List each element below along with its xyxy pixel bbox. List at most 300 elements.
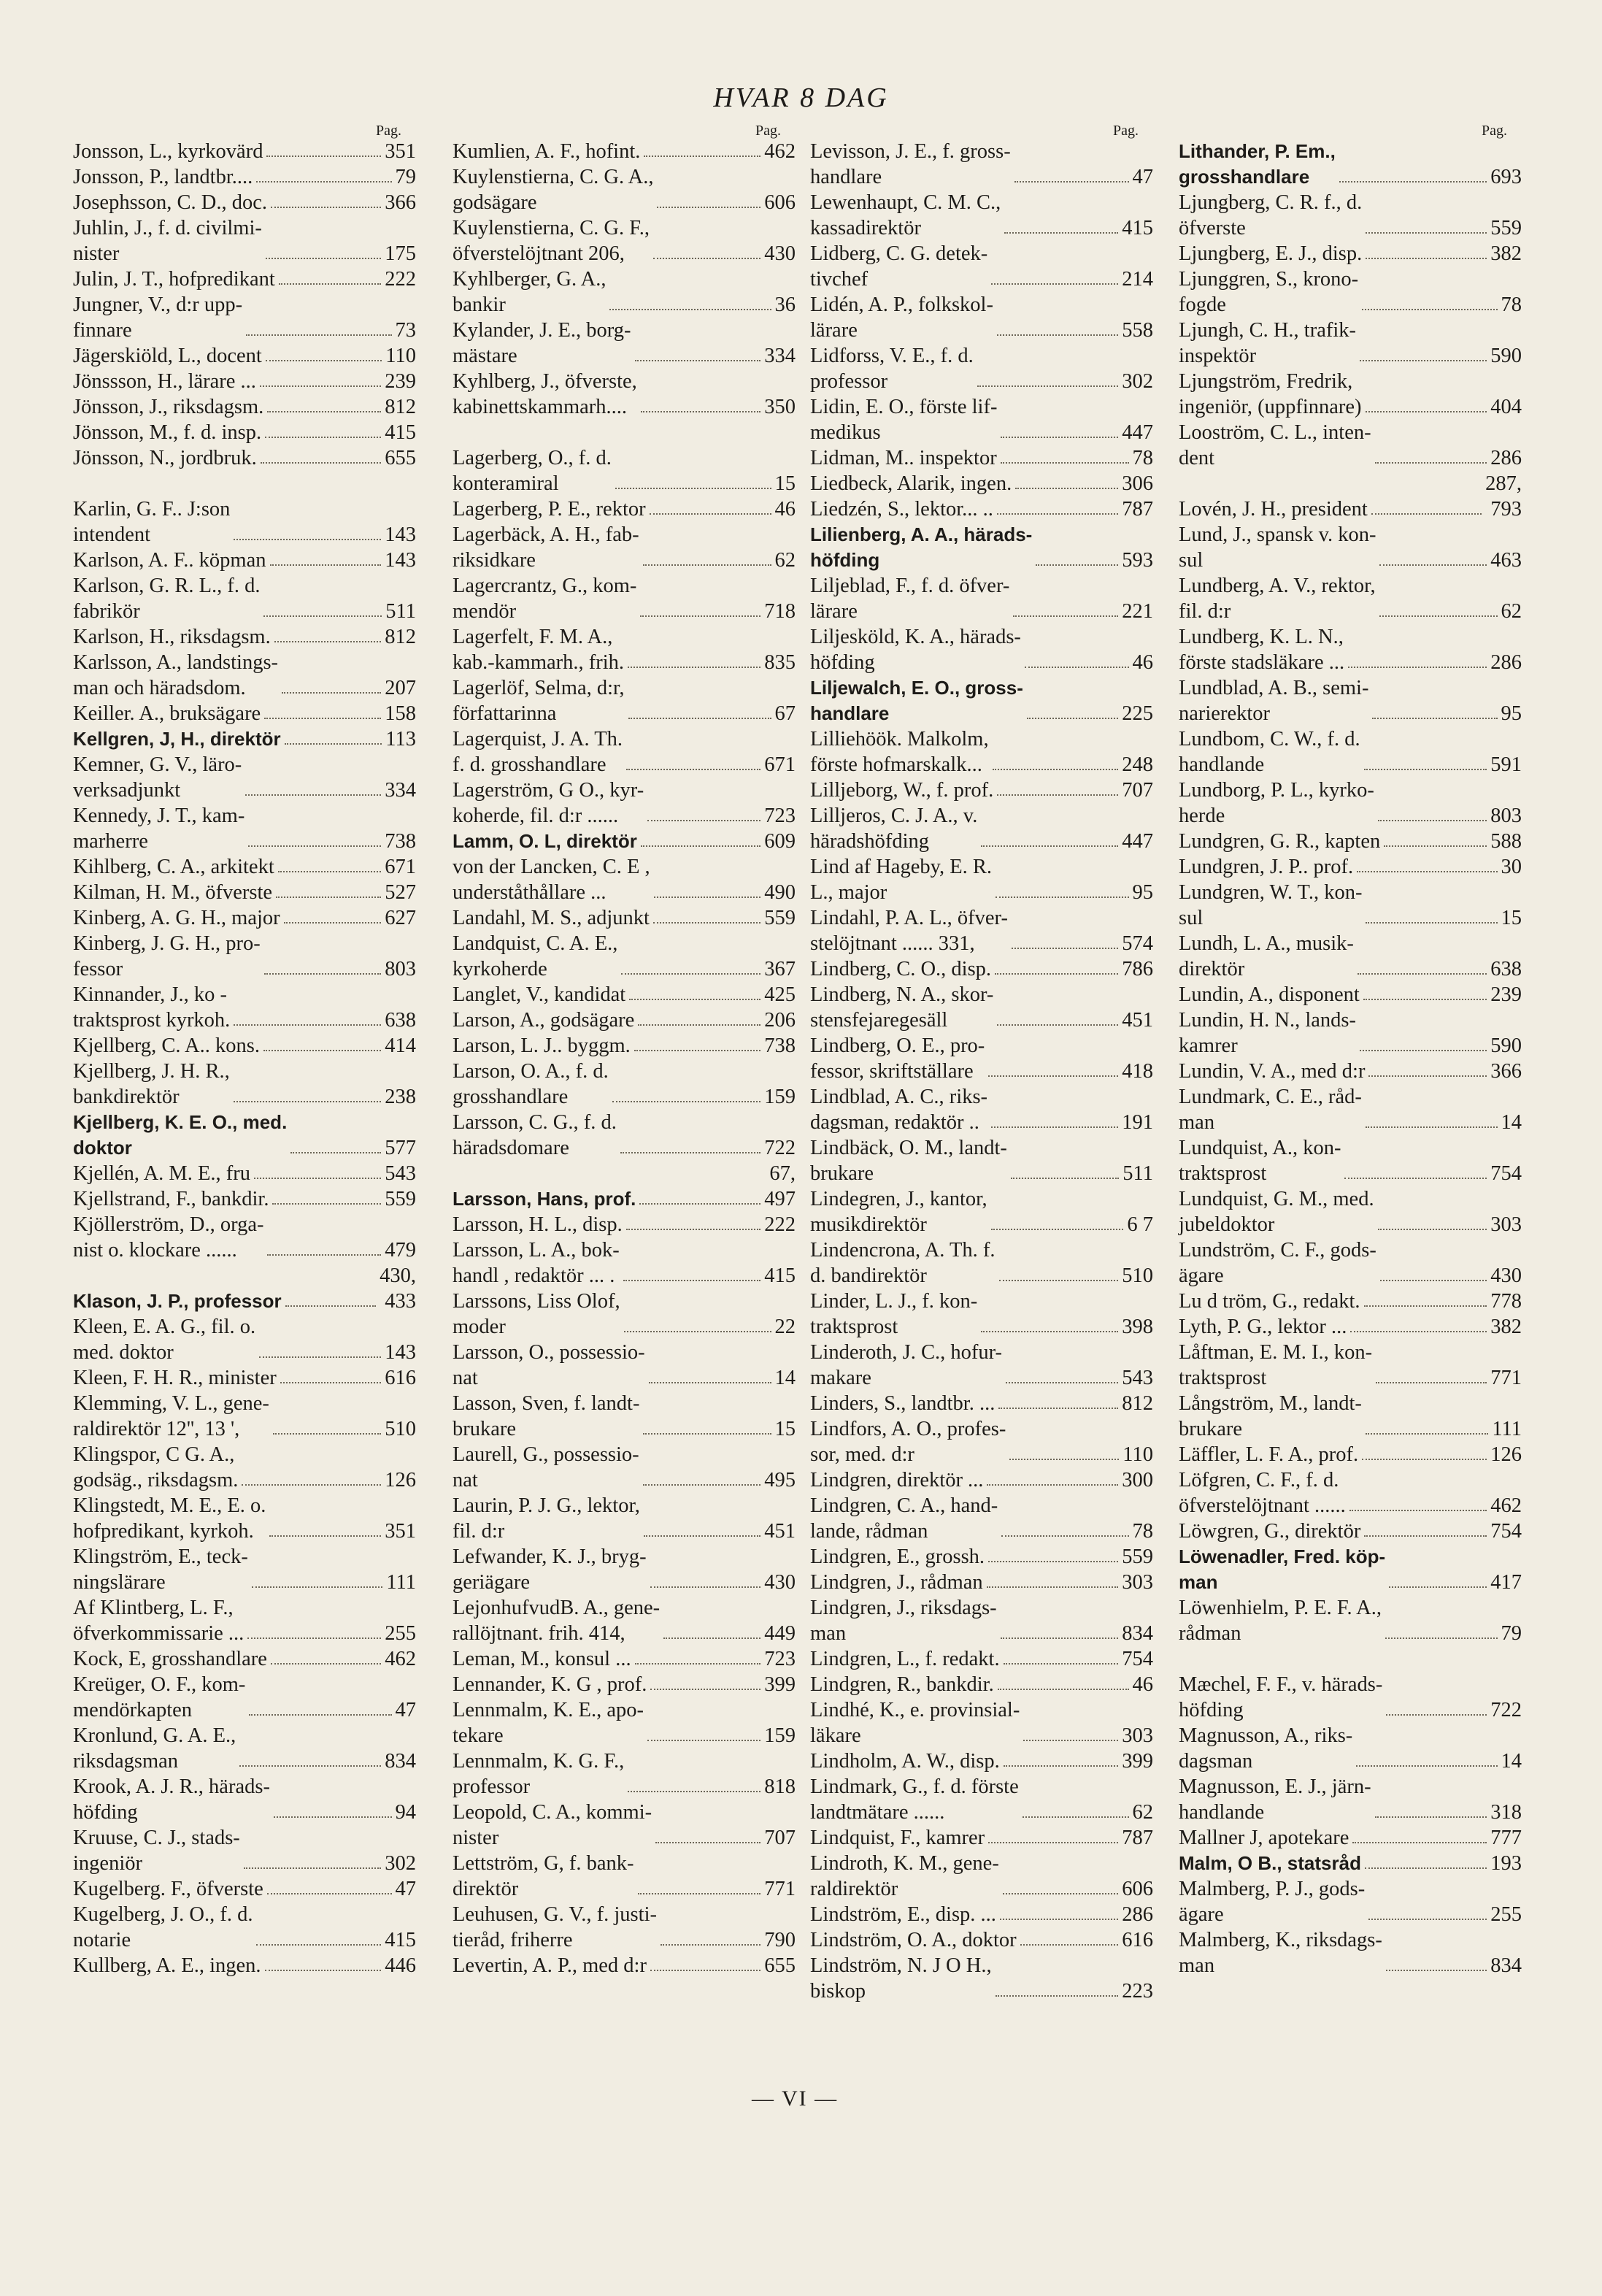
entry-name: Lindhé, K., e. provinsial- läkare	[810, 1699, 1020, 1747]
dot-leader	[640, 615, 760, 617]
entry-page: 303	[1490, 1213, 1522, 1236]
dot-leader	[615, 488, 771, 489]
entry-page: 722	[1490, 1699, 1522, 1721]
index-list	[73, 139, 416, 1978]
dot-leader	[1003, 1893, 1118, 1894]
entry-name: Af Klintberg, L. F., öfverkommissarie ...	[73, 1597, 244, 1645]
index-entry	[73, 1110, 416, 1161]
dot-leader	[1006, 1382, 1118, 1383]
dot-leader	[993, 769, 1119, 770]
entry-name: Lagerquist, J. A. Th. f. d. grosshandlare	[453, 728, 623, 776]
entry-page: 239	[1490, 983, 1522, 1006]
index-entry	[73, 266, 416, 292]
entry-name: Lindbäck, O. M., landt- brukare	[810, 1137, 1007, 1185]
entry-name: Lennmalm, K. E., apo- tekare	[453, 1699, 644, 1747]
index-entry	[1179, 1544, 1522, 1595]
entry-page: 159	[764, 1724, 796, 1747]
entry-page: 418	[1122, 1060, 1153, 1083]
entry-page: 638	[385, 1009, 416, 1032]
entry-name: Lundquist, G. M., med. jubeldoktor	[1179, 1188, 1374, 1236]
entry-page: 606	[764, 191, 796, 214]
entry-page: 447	[1122, 421, 1153, 444]
dot-leader	[263, 1050, 381, 1051]
entry-name: Löfgren, C. F., f. d. öfverstelöjtnant ......	[1179, 1469, 1346, 1517]
index-entry	[1179, 1672, 1522, 1723]
entry-page: 191	[1122, 1111, 1153, 1134]
dot-leader	[1366, 1433, 1488, 1435]
entry-name: Lagerfelt, F. M. A., kab.-kammarh., frih.	[453, 626, 625, 674]
entry-name: Lindström, N. J O H., biskop	[810, 1954, 992, 2003]
index-entry	[810, 1927, 1153, 1953]
index-entry	[73, 164, 416, 190]
dot-leader	[977, 385, 1118, 387]
index-entry	[810, 778, 1153, 803]
entry-page: 754	[1490, 1162, 1522, 1185]
index-entry	[810, 803, 1153, 854]
entry-page: 462	[1490, 1494, 1522, 1517]
dot-leader	[991, 283, 1118, 285]
index-entry	[73, 1314, 416, 1365]
dot-leader	[1379, 615, 1498, 617]
entry-name: Linders, S., landtbr. ...	[810, 1392, 996, 1415]
index-entry	[453, 1391, 796, 1442]
index-entry	[810, 1391, 1153, 1416]
entry-page: 62	[774, 549, 796, 572]
dot-leader	[999, 1280, 1119, 1281]
entry-page: 462	[764, 140, 796, 163]
index-entry	[453, 1059, 796, 1110]
entry-name: Klingspor, C G. A., godsäg., riksdagsm.	[73, 1443, 239, 1491]
index-entry	[453, 1953, 796, 1978]
dot-leader	[1027, 718, 1118, 719]
dot-leader	[1013, 615, 1118, 617]
entry-page: 722	[764, 1137, 796, 1159]
entry-page: 303	[1122, 1724, 1153, 1747]
index-entry	[1179, 241, 1522, 266]
entry-name: Ljunggren, S., krono- fogde	[1179, 268, 1359, 316]
index-entry	[73, 1161, 416, 1186]
entry-page: 430	[764, 242, 796, 265]
entry-page: 771	[1490, 1367, 1522, 1389]
entry-name: Kugelberg. F., öfverste	[73, 1878, 263, 1900]
entry-name: Kronlund, G. A. E., riksdagsman	[73, 1724, 236, 1773]
entry-name: Lundbom, C. W., f. d. handlande	[1179, 728, 1360, 776]
entry-name: Lindgren, C. A., hand- lande, rådman	[810, 1494, 998, 1543]
entry-name: Lefwander, K. J., bryg- geriägare	[453, 1546, 647, 1594]
entry-name: Malm, O B., statsråd	[1179, 1852, 1361, 1874]
entry-name: Larson, O. A., f. d. grosshandlare	[453, 1060, 609, 1108]
entry-page: 175	[385, 242, 416, 265]
entry-page: 94	[395, 1801, 416, 1824]
index-entry	[453, 573, 796, 624]
entry-page: 78	[1132, 447, 1153, 469]
index-entry	[810, 445, 1153, 471]
entry-name: Lindgren, L., f. redakt.	[810, 1648, 1000, 1670]
dot-leader	[988, 1842, 1118, 1843]
entry-name: Liljewalch, E. O., gross- handlare	[810, 677, 1023, 724]
index-entry	[810, 343, 1153, 394]
entry-name: Karlson, G. R. L., f. d. fabrikör	[73, 575, 261, 623]
entry-page: 46	[1132, 1673, 1153, 1696]
dot-leader	[267, 1893, 392, 1894]
dot-leader	[1389, 1586, 1487, 1588]
entry-name: Lilljeborg, W., f. prof.	[810, 779, 994, 802]
entry-name: Kock, E, grosshandlare	[73, 1648, 267, 1670]
entry-name: Lindblad, A. C., riks- dagsman, redaktör ..	[810, 1086, 988, 1134]
dot-leader	[248, 845, 381, 847]
index-entry	[73, 215, 416, 266]
index-entry	[810, 1646, 1153, 1672]
entry-page: 430	[1490, 1264, 1522, 1287]
index-entry	[810, 139, 1153, 190]
dot-leader	[274, 1816, 392, 1818]
entry-name: Kjellstrand, F., bankdir.	[73, 1188, 269, 1210]
dot-leader	[997, 794, 1118, 796]
entry-page: 812	[1122, 1392, 1153, 1415]
index-entry	[453, 318, 796, 369]
entry-name: Lidforss, V. E., f. d. professor	[810, 345, 974, 393]
dot-leader	[650, 1970, 760, 1971]
entry-page: 462	[385, 1648, 416, 1670]
dot-leader	[1385, 1637, 1498, 1639]
index-entry	[810, 675, 1153, 726]
entry-page: 655	[385, 447, 416, 469]
index-entry	[1179, 1340, 1522, 1391]
index-entry	[453, 1595, 796, 1646]
index-entry	[810, 241, 1153, 292]
dot-leader	[997, 513, 1118, 515]
entry-page: 606	[1122, 1878, 1153, 1900]
index-entry	[453, 1800, 796, 1851]
entry-name: Kullberg, A. E., ingen.	[73, 1954, 261, 1977]
dot-leader	[1004, 232, 1118, 234]
index-column-4	[1179, 123, 1522, 1978]
pag-label: Pag.	[1113, 123, 1139, 139]
entry-name: Larsson, L. A., bok- handl , redaktör ... .	[453, 1239, 620, 1287]
entry-name: Looström, C. L., inten- dent	[1179, 421, 1371, 469]
index-list	[453, 139, 796, 1978]
entry-name: Karlson, H., riksdagsm.	[73, 626, 271, 648]
index-entry	[810, 982, 1153, 1033]
entry-name: Lundmark, C. E., råd- man	[1179, 1086, 1362, 1134]
entry-page: 193	[1490, 1852, 1522, 1875]
entry-page: 351	[385, 1520, 416, 1543]
entry-name: Lovén, J. H., president	[1179, 498, 1368, 521]
entry-page: 616	[1122, 1929, 1153, 1951]
index-entry	[453, 445, 796, 496]
index-entry	[453, 1237, 796, 1289]
entry-page: 22	[774, 1316, 796, 1338]
index-entry	[73, 1391, 416, 1442]
entry-name: Kjellberg, K. E. O., med. doktor	[73, 1111, 288, 1159]
index-list	[810, 139, 1153, 2004]
index-entry	[1179, 675, 1522, 726]
index-entry	[453, 215, 796, 266]
entry-page: 415	[1122, 217, 1153, 239]
index-entry	[453, 164, 796, 215]
entry-page: 693	[1490, 166, 1522, 188]
entry-page: 430	[764, 1571, 796, 1594]
entry-page: 207	[385, 677, 416, 699]
entry-page: 559	[1122, 1546, 1153, 1568]
index-entry	[810, 573, 1153, 624]
index-entry	[73, 369, 416, 394]
index-entry	[810, 1289, 1153, 1340]
index-entry	[453, 1033, 796, 1059]
entry-page: 143	[385, 549, 416, 572]
dot-leader	[1004, 1765, 1119, 1767]
entry-name: Jönsson, N., jordbruk.	[73, 447, 257, 469]
index-entry	[73, 931, 416, 982]
index-entry	[73, 752, 416, 803]
dot-leader	[256, 1944, 381, 1946]
index-entry	[453, 496, 796, 522]
dot-leader	[1352, 1842, 1487, 1843]
entry-name: Jonsson, P., landtbr....	[73, 166, 253, 188]
entry-name: Lindfors, A. O., profes- sor, med. d:r	[810, 1418, 1006, 1466]
index-entry	[73, 1953, 416, 1978]
index-entry	[1179, 778, 1522, 829]
entry-page: 638	[1490, 958, 1522, 980]
dot-leader	[1014, 181, 1129, 183]
entry-name: Lundgren, W. T., kon- sul	[1179, 881, 1363, 929]
entry-page: 15	[774, 472, 796, 495]
dot-leader	[641, 411, 760, 412]
entry-page: 366	[385, 191, 416, 214]
index-entry	[453, 1697, 796, 1748]
index-entry	[453, 1340, 796, 1391]
index-entry	[453, 982, 796, 1007]
entry-page: 787	[1122, 1827, 1153, 1849]
entry-page: 593	[1122, 549, 1153, 572]
index-entry	[1179, 1289, 1522, 1314]
entry-page: 425	[764, 983, 796, 1006]
entry-name: Karlsson, A., landstings- man och häradsdom.	[73, 651, 279, 699]
entry-name: Kyhlberg, J., öfverste, kabinettskammarh....	[453, 370, 637, 418]
entry-name: Ljungberg, E. J., disp.	[1179, 242, 1363, 265]
entry-name: Klemming, V. L., gene- raldirektör 12'', 13 ',	[73, 1392, 269, 1440]
dot-leader	[1386, 1714, 1487, 1716]
entry-name: Lind af Hageby, E. R. L., major	[810, 856, 993, 904]
entry-page: 803	[1490, 805, 1522, 827]
index-entry	[810, 1186, 1153, 1237]
dot-leader	[620, 1152, 760, 1153]
entry-page: 95	[1132, 881, 1153, 904]
entry-name: Lidin, E. O., förste lif- medikus	[810, 396, 998, 444]
entry-name: Liljeblad, F., f. d. öfver- lärare	[810, 575, 1010, 623]
index-entry	[1179, 471, 1522, 522]
entry-page: 718	[764, 600, 796, 623]
index-entry	[73, 1212, 416, 1263]
dot-leader	[995, 973, 1118, 975]
dot-leader	[1001, 1637, 1119, 1639]
dot-leader	[638, 1893, 761, 1894]
dot-leader	[246, 334, 391, 336]
index-entry	[1179, 1442, 1522, 1467]
index-entry	[1179, 854, 1522, 880]
entry-name: Lasson, Sven, f. landt- brukare	[453, 1392, 640, 1440]
index-entry	[73, 343, 416, 369]
index-entry	[453, 1161, 796, 1212]
entry-page: 451	[764, 1520, 796, 1543]
entry-name: Kjellén, A. M. E., fru	[73, 1162, 251, 1185]
index-column-2	[453, 123, 796, 1978]
dot-leader	[1348, 667, 1487, 668]
entry-name: Landquist, C. A. E., kyrkoherde	[453, 932, 618, 980]
dot-leader	[647, 1740, 760, 1741]
entry-page: 30	[1501, 856, 1522, 878]
index-entry	[453, 1212, 796, 1237]
index-entry	[1179, 1007, 1522, 1059]
entry-page: 399	[764, 1673, 796, 1696]
entry-page: 15	[1501, 907, 1522, 929]
dot-leader	[1023, 1816, 1129, 1818]
entry-name: Kjellberg, J. H. R., bankdirektör	[73, 1060, 230, 1108]
entry-page: 62	[1132, 1801, 1153, 1824]
entry-name: Kleen, E. A. G., fil. o. med. doktor	[73, 1316, 256, 1364]
entry-page: 510	[1122, 1264, 1153, 1287]
dot-leader	[234, 539, 381, 540]
entry-name: von der Lancken, C. E , underståthållare ...	[453, 856, 650, 904]
dot-leader	[997, 334, 1118, 336]
index-entry	[1179, 190, 1522, 241]
entry-name: Larsson, Hans, prof.	[453, 1188, 636, 1210]
dot-leader	[266, 258, 381, 259]
dot-leader	[641, 845, 760, 847]
entry-page: 366	[1490, 1060, 1522, 1083]
index-entry	[73, 905, 416, 931]
entry-name: Leuhusen, G. V., f. justi- tieråd, friherre	[453, 1903, 657, 1951]
entry-name: Landahl, M. S., adjunkt	[453, 907, 650, 929]
dot-leader	[987, 1586, 1119, 1588]
entry-name: Malmberg, K., riksdags- man	[1179, 1929, 1382, 1977]
entry-name: Lindencrona, A. Th. f. d. bandirektör	[810, 1239, 996, 1287]
entry-name: Kruuse, C. J., stads- ingeniör	[73, 1827, 240, 1875]
entry-page: 415	[764, 1264, 796, 1287]
dot-leader	[263, 615, 382, 617]
dot-leader	[242, 1484, 381, 1486]
dot-leader	[276, 896, 381, 898]
index-entry	[810, 1902, 1153, 1927]
entry-page: 47	[395, 1878, 416, 1900]
dot-leader	[996, 1995, 1119, 1997]
index-entry	[810, 496, 1153, 522]
entry-name: Lindmark, G., f. d. förste landtmätare ......	[810, 1775, 1019, 1824]
dot-leader	[653, 922, 760, 924]
dot-leader	[285, 1305, 377, 1307]
entry-page: 62	[1501, 600, 1522, 623]
entry-name: Kennedy, J. T., kam- marherre	[73, 805, 245, 853]
dot-leader	[1375, 462, 1487, 464]
entry-page: 143	[385, 523, 416, 546]
entry-name: Klason, J. P., professor	[73, 1290, 282, 1312]
index-entry	[453, 1007, 796, 1033]
entry-page: 78	[1132, 1520, 1153, 1543]
entry-name: Lidén, A. P., folkskol- lärare	[810, 293, 993, 342]
dot-leader	[1368, 1075, 1487, 1077]
dot-leader	[1025, 667, 1129, 668]
entry-page: 671	[385, 856, 416, 878]
entry-name: Levertin, A. P., med d:r	[453, 1954, 647, 1977]
index-entry	[1179, 982, 1522, 1007]
index-entry	[453, 1851, 796, 1902]
index-entry	[73, 394, 416, 420]
entry-name: Lindgren, J., rådman	[810, 1571, 983, 1594]
entry-name: Lettström, G, f. bank- direktör	[453, 1852, 634, 1900]
entry-page: 543	[385, 1162, 416, 1185]
entry-page: 834	[1490, 1954, 1522, 1977]
index-entry	[453, 139, 796, 164]
entry-page: 95	[1501, 702, 1522, 725]
entry-name: Lagerlöf, Selma, d:r, författarinna	[453, 677, 625, 725]
entry-name: Lindberg, C. O., disp.	[810, 958, 992, 980]
entry-page: 14	[774, 1367, 796, 1389]
index-entry	[73, 726, 416, 752]
entry-name: Lindahl, P. A. L., öfver- stelöjtnant ...... 331,	[810, 907, 1008, 955]
index-entry	[810, 1570, 1153, 1595]
entry-page: 786	[1122, 958, 1153, 980]
dot-leader	[661, 1944, 760, 1946]
dot-leader	[1360, 1050, 1487, 1051]
index-entry	[73, 982, 416, 1033]
entry-name: Lindgren, direktör ...	[810, 1469, 984, 1491]
dot-leader	[1036, 564, 1118, 566]
entry-page: 812	[385, 396, 416, 418]
entry-page: 451	[1122, 1009, 1153, 1032]
entry-name: Ljungström, Fredrik, ingeniör, (uppfinnare)	[1179, 370, 1362, 418]
dot-leader	[234, 1024, 381, 1026]
entry-name: Lindquist, F., kamrer	[810, 1827, 985, 1849]
index-entry	[1179, 1851, 1522, 1876]
entry-name: Kellgren, J, H., direktör	[73, 728, 281, 750]
entry-name: Kjellberg, C. A.. kons.	[73, 1034, 260, 1057]
entry-name: Kihlberg, C. A., arkitekt	[73, 856, 274, 878]
index-entry	[73, 803, 416, 854]
entry-page: 303	[1122, 1571, 1153, 1594]
dot-leader	[284, 922, 382, 924]
entry-name: Larssons, Liss Olof, moder	[453, 1290, 620, 1338]
dot-leader	[290, 1152, 381, 1153]
entry-page: 812	[385, 626, 416, 648]
dot-leader	[265, 1970, 382, 1971]
entry-page: 46	[1132, 651, 1153, 674]
index-entry	[810, 1825, 1153, 1851]
dot-leader	[1368, 1919, 1487, 1920]
index-entry	[810, 1084, 1153, 1135]
dot-leader	[981, 1331, 1118, 1332]
entry-page: 399	[1122, 1750, 1153, 1773]
index-entry	[73, 1876, 416, 1902]
dot-leader	[274, 641, 382, 642]
dot-leader	[643, 1484, 761, 1486]
dot-leader	[997, 1024, 1118, 1026]
index-entry	[810, 1748, 1153, 1774]
entry-page: 777	[1490, 1827, 1522, 1849]
dot-leader	[1344, 1178, 1487, 1179]
entry-page: 778	[1490, 1290, 1522, 1313]
dot-leader	[1371, 513, 1482, 515]
entry-name: Låftman, E. M. I., kon- traktsprost	[1179, 1341, 1373, 1389]
index-entry	[1179, 1059, 1522, 1084]
dot-leader	[271, 207, 381, 208]
entry-name: Lagercrantz, G., kom- mendör	[453, 575, 637, 623]
entry-page: 559	[764, 907, 796, 929]
entry-page: 414	[385, 1034, 416, 1057]
index-entry	[73, 1595, 416, 1646]
dot-leader	[269, 1535, 381, 1537]
entry-page: 382	[1490, 1316, 1522, 1338]
index-entry	[1179, 1314, 1522, 1340]
